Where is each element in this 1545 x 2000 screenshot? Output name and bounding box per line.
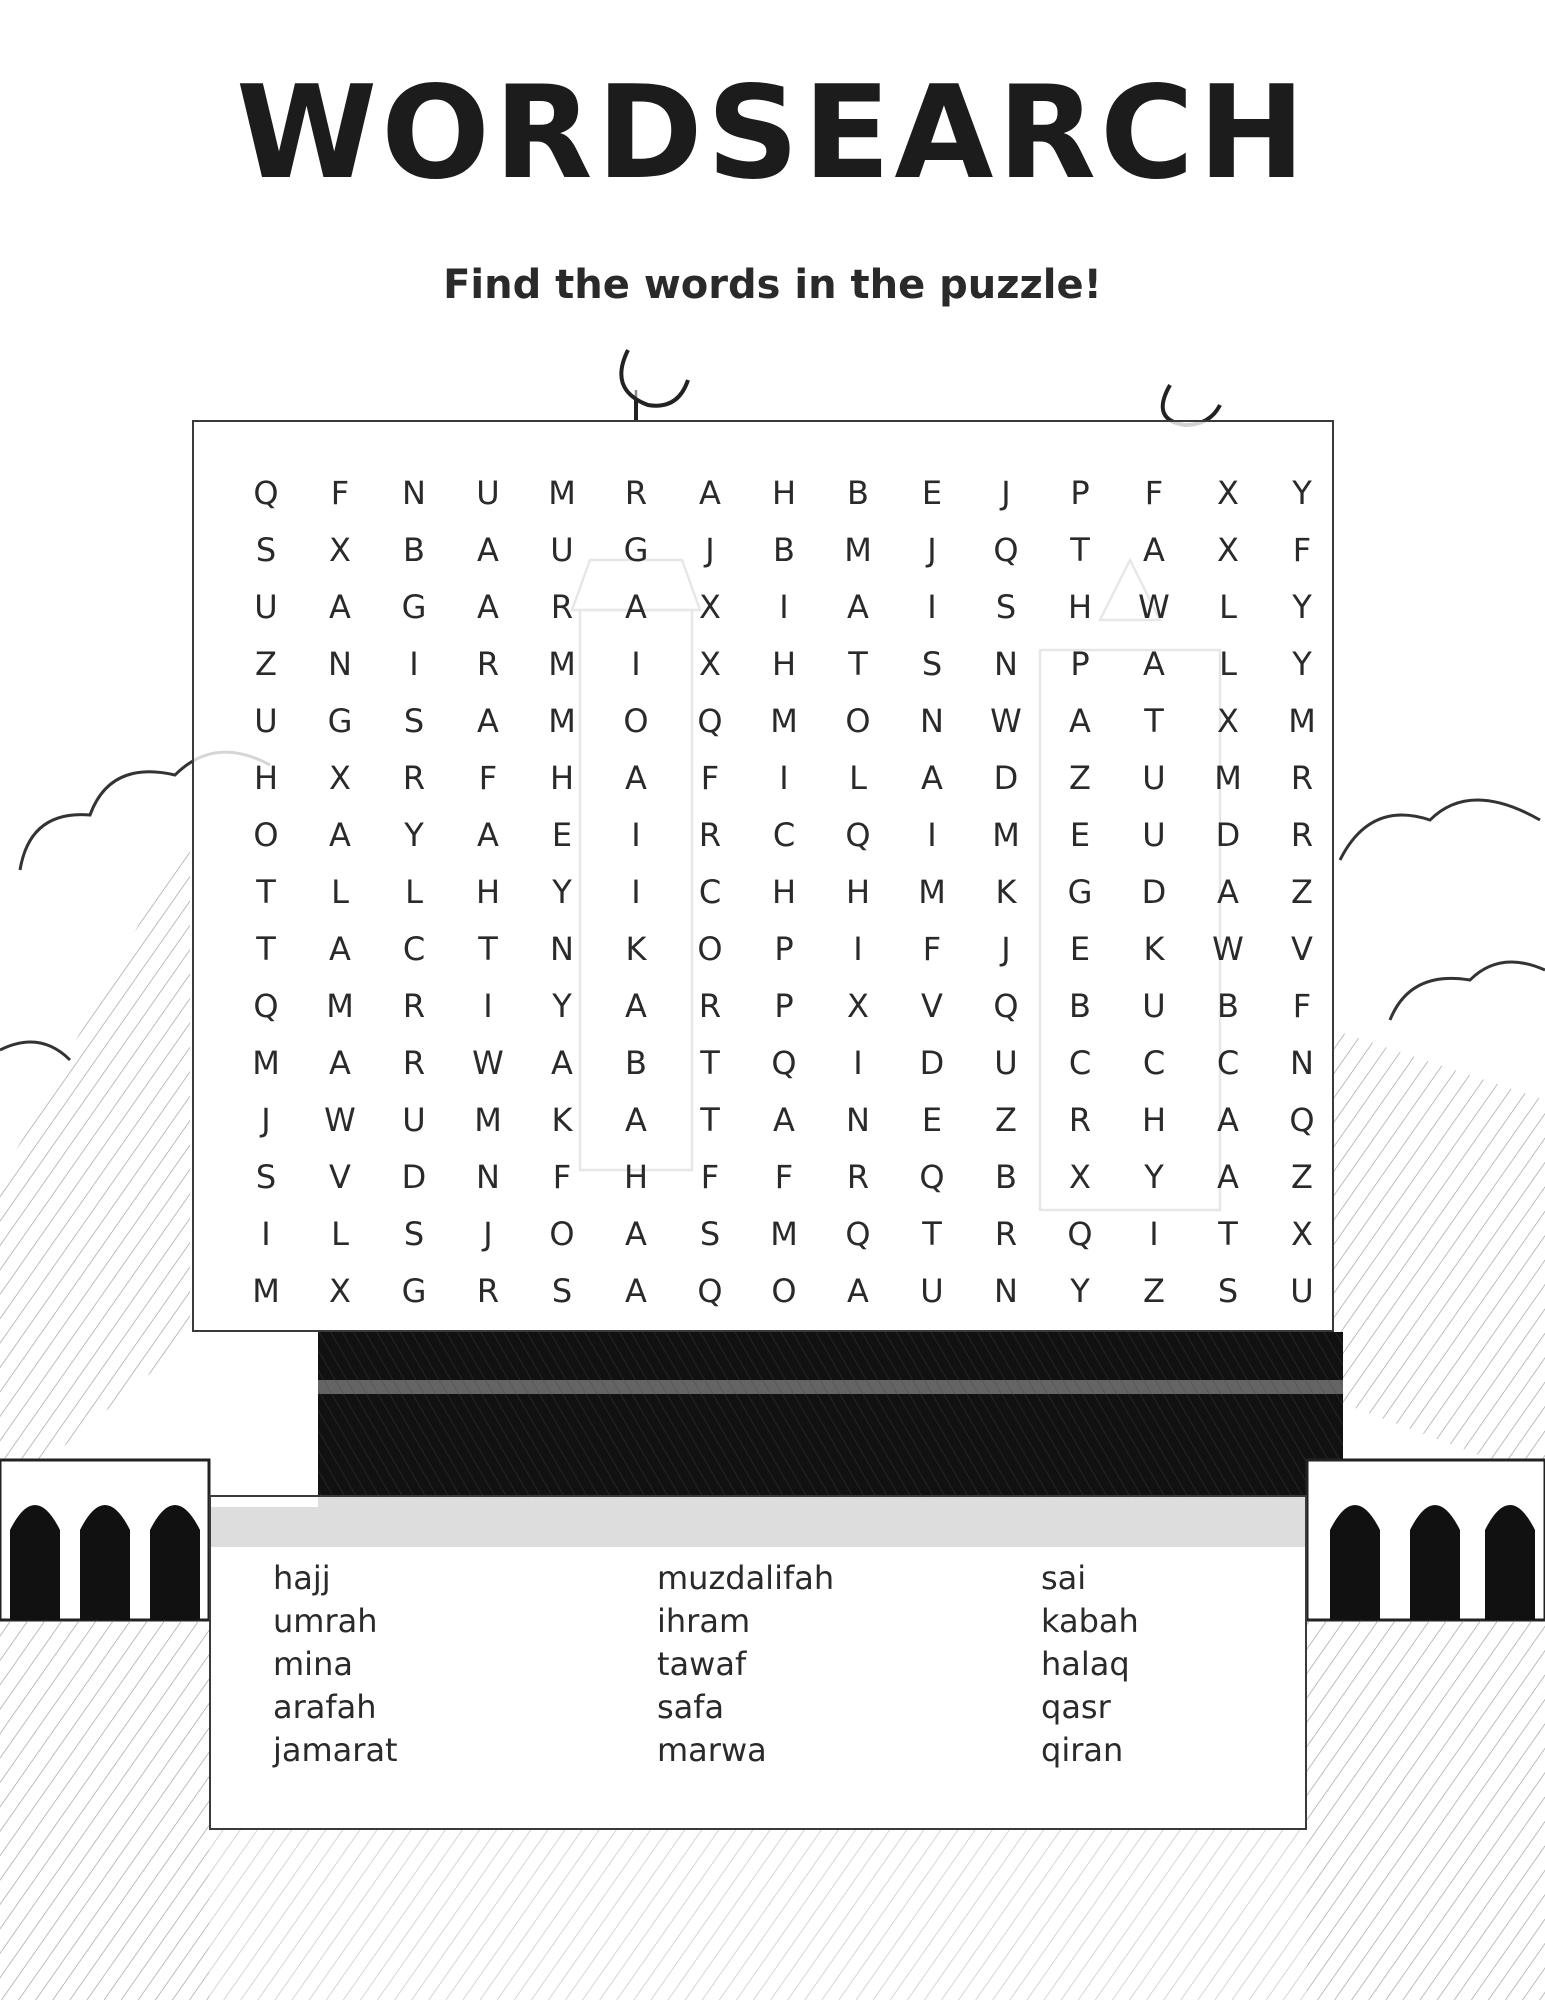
grid-letter[interactable]: S: [699, 1214, 721, 1253]
grid-letter[interactable]: A: [625, 1271, 647, 1310]
grid-letter[interactable]: K: [551, 1100, 573, 1139]
grid-letter[interactable]: O: [549, 1214, 575, 1253]
grid-letter[interactable]: S: [921, 644, 943, 683]
grid-letter[interactable]: B: [773, 530, 795, 569]
grid-letter[interactable]: J: [483, 1214, 493, 1253]
grid-letter[interactable]: C: [1068, 1043, 1092, 1082]
grid-letter[interactable]: X: [1217, 530, 1239, 569]
grid-letter[interactable]: I: [853, 1043, 863, 1082]
grid-letter[interactable]: Q: [845, 815, 871, 854]
grid-letter[interactable]: G: [623, 530, 649, 569]
grid-letter[interactable]: B: [403, 530, 425, 569]
grid-letter[interactable]: Q: [1289, 1100, 1315, 1139]
grid-letter[interactable]: Y: [1292, 644, 1312, 683]
grid-letter[interactable]: M: [548, 701, 576, 740]
grid-letter[interactable]: O: [845, 701, 871, 740]
grid-letter[interactable]: L: [405, 872, 423, 911]
moon-crescent-icon: [621, 350, 1220, 425]
grid-letter[interactable]: K: [625, 929, 647, 968]
grid-letter[interactable]: S: [403, 1214, 425, 1253]
grid-letter[interactable]: J: [927, 530, 937, 569]
grid-letter[interactable]: T: [700, 1043, 720, 1082]
grid-letter[interactable]: X: [1291, 1214, 1313, 1253]
grid-letter[interactable]: G: [1067, 872, 1093, 911]
grid-letter[interactable]: N: [402, 473, 426, 512]
grid-letter[interactable]: Y: [404, 815, 424, 854]
grid-letter[interactable]: X: [329, 530, 351, 569]
grid-letter[interactable]: O: [697, 929, 723, 968]
grid-letter[interactable]: T: [478, 929, 498, 968]
grid-letter[interactable]: A: [921, 758, 943, 797]
grid-letter[interactable]: E: [1069, 815, 1091, 854]
grid-letter[interactable]: C: [1216, 1043, 1240, 1082]
grid-letter[interactable]: I: [631, 872, 641, 911]
grid-letter[interactable]: Y: [1144, 1157, 1164, 1196]
grid-letter[interactable]: Y: [1292, 473, 1312, 512]
grid-letter[interactable]: I: [1149, 1214, 1159, 1253]
grid-letter[interactable]: I: [853, 929, 863, 968]
grid-letter[interactable]: I: [779, 758, 789, 797]
grid-letter[interactable]: Q: [697, 701, 723, 740]
grid-letter[interactable]: N: [994, 644, 1018, 683]
grid-letter[interactable]: S: [255, 1157, 277, 1196]
grid-letter[interactable]: Y: [1292, 587, 1312, 626]
grid-letter[interactable]: Q: [1067, 1214, 1093, 1253]
grid-letter[interactable]: Q: [253, 473, 279, 512]
grid-letter[interactable]: R: [1068, 1100, 1092, 1139]
grid-letter[interactable]: X: [1069, 1157, 1091, 1196]
grid-letter[interactable]: H: [771, 473, 797, 512]
grid-letter[interactable]: N: [328, 644, 352, 683]
grid-letter[interactable]: R: [402, 986, 426, 1025]
grid-letter[interactable]: A: [329, 929, 351, 968]
grid-letter[interactable]: M: [770, 1214, 798, 1253]
grid-letter[interactable]: E: [921, 473, 943, 512]
grid-letter[interactable]: I: [631, 815, 641, 854]
grid-letter[interactable]: Q: [771, 1043, 797, 1082]
grid-letter[interactable]: T: [1070, 530, 1090, 569]
grid-letter[interactable]: A: [847, 1271, 869, 1310]
grid-letter[interactable]: A: [329, 1043, 351, 1082]
grid-letter[interactable]: C: [772, 815, 796, 854]
grid-letter[interactable]: B: [1217, 986, 1239, 1025]
grid-letter[interactable]: M: [252, 1271, 280, 1310]
grid-letter[interactable]: P: [1070, 473, 1090, 512]
grid-letter[interactable]: I: [409, 644, 419, 683]
grid-letter[interactable]: P: [774, 929, 794, 968]
grid-letter[interactable]: X: [329, 758, 351, 797]
grid-letter[interactable]: M: [548, 473, 576, 512]
grid-letter[interactable]: N: [476, 1157, 500, 1196]
grid-letter[interactable]: W: [1212, 929, 1244, 968]
grid-letter[interactable]: I: [779, 587, 789, 626]
grid-letter[interactable]: A: [1143, 644, 1165, 683]
grid-letter[interactable]: L: [849, 758, 867, 797]
word-item: muzdalifah: [657, 1559, 835, 1597]
grid-letter[interactable]: F: [478, 758, 498, 797]
grid-letter[interactable]: U: [994, 1043, 1018, 1082]
grid-letter[interactable]: I: [261, 1214, 271, 1253]
grid-letter[interactable]: R: [402, 1043, 426, 1082]
letter-grid: [229, 464, 1339, 1319]
word-item: arafah: [273, 1688, 377, 1726]
grid-letter[interactable]: D: [993, 758, 1019, 797]
grid-letter[interactable]: T: [1144, 701, 1164, 740]
grid-letter[interactable]: A: [1069, 701, 1091, 740]
grid-letter[interactable]: D: [919, 1043, 945, 1082]
grid-letter[interactable]: M: [326, 986, 354, 1025]
grid-letter[interactable]: Z: [255, 644, 277, 683]
grid-letter[interactable]: M: [770, 701, 798, 740]
word-item: qiran: [1041, 1731, 1124, 1769]
grid-letter[interactable]: O: [623, 701, 649, 740]
grid-letter[interactable]: A: [699, 473, 721, 512]
grid-letter[interactable]: A: [1143, 530, 1165, 569]
grid-letter[interactable]: O: [253, 815, 279, 854]
grid-letter[interactable]: C: [698, 872, 722, 911]
grid-letter[interactable]: A: [477, 701, 499, 740]
grid-letter[interactable]: J: [1001, 929, 1011, 968]
grid-letter[interactable]: Y: [552, 872, 572, 911]
grid-letter[interactable]: F: [552, 1157, 572, 1196]
grid-letter[interactable]: R: [476, 1271, 500, 1310]
word-item: hajj: [273, 1559, 331, 1597]
grid-letter[interactable]: R: [402, 758, 426, 797]
grid-letter[interactable]: F: [1292, 530, 1312, 569]
grid-letter[interactable]: K: [995, 872, 1017, 911]
sky-hatching: [0, 830, 190, 1500]
ground-hatching-bottom: [209, 1830, 1307, 2000]
grid-letter[interactable]: L: [1219, 587, 1237, 626]
grid-letter[interactable]: H: [253, 758, 279, 797]
grid-letter[interactable]: A: [773, 1100, 795, 1139]
grid-letter[interactable]: Z: [1069, 758, 1091, 797]
letter-grid-panel: [192, 420, 1334, 1332]
grid-letter[interactable]: A: [329, 587, 351, 626]
grid-letter[interactable]: H: [1067, 587, 1093, 626]
grid-letter[interactable]: P: [1070, 644, 1090, 683]
word-item: tawaf: [657, 1645, 747, 1683]
grid-letter[interactable]: R: [1290, 815, 1314, 854]
word-item: safa: [657, 1688, 725, 1726]
grid-letter[interactable]: R: [550, 587, 574, 626]
grid-letter[interactable]: A: [477, 815, 499, 854]
grid-letter[interactable]: H: [475, 872, 501, 911]
grid-letter[interactable]: A: [625, 986, 647, 1025]
grid-letter[interactable]: F: [774, 1157, 794, 1196]
grid-letter[interactable]: N: [846, 1100, 870, 1139]
grid-letter[interactable]: U: [1142, 815, 1166, 854]
grid-letter[interactable]: X: [1217, 701, 1239, 740]
grid-letter[interactable]: B: [847, 473, 869, 512]
word-item: ihram: [657, 1602, 751, 1640]
word-item: umrah: [273, 1602, 378, 1640]
grid-letter[interactable]: N: [994, 1271, 1018, 1310]
grid-letter[interactable]: A: [1217, 872, 1239, 911]
grid-letter[interactable]: U: [1142, 758, 1166, 797]
grid-letter[interactable]: T: [922, 1214, 942, 1253]
grid-letter[interactable]: A: [477, 587, 499, 626]
grid-letter[interactable]: G: [401, 1271, 427, 1310]
grid-letter[interactable]: R: [476, 644, 500, 683]
grid-letter[interactable]: S: [255, 530, 277, 569]
grid-letter[interactable]: U: [920, 1271, 944, 1310]
grid-letter[interactable]: F: [700, 1157, 720, 1196]
grid-letter[interactable]: F: [1144, 473, 1164, 512]
grid-letter[interactable]: V: [1291, 929, 1313, 968]
grid-letter[interactable]: B: [1069, 986, 1091, 1025]
grid-letter[interactable]: Z: [1143, 1271, 1165, 1310]
word-item: mina: [273, 1645, 353, 1683]
grid-letter[interactable]: A: [625, 1214, 647, 1253]
grid-letter[interactable]: E: [921, 1100, 943, 1139]
grid-letter[interactable]: M: [992, 815, 1020, 854]
grid-letter[interactable]: K: [1143, 929, 1165, 968]
grid-letter[interactable]: R: [698, 815, 722, 854]
grid-letter[interactable]: R: [1290, 758, 1314, 797]
grid-letter[interactable]: Z: [1291, 872, 1313, 911]
grid-letter[interactable]: L: [331, 1214, 349, 1253]
word-item: jamarat: [273, 1731, 398, 1769]
ground-hatching-right: [1307, 1620, 1545, 2000]
grid-letter[interactable]: A: [847, 587, 869, 626]
grid-letter[interactable]: M: [252, 1043, 280, 1082]
grid-letter[interactable]: A: [551, 1043, 573, 1082]
grid-letter[interactable]: X: [699, 644, 721, 683]
grid-letter[interactable]: U: [402, 1100, 426, 1139]
grid-letter[interactable]: V: [329, 1157, 351, 1196]
grid-letter[interactable]: A: [329, 815, 351, 854]
grid-letter[interactable]: J: [705, 530, 715, 569]
grid-letter[interactable]: Y: [552, 986, 572, 1025]
grid-letter[interactable]: Q: [993, 986, 1019, 1025]
grid-letter[interactable]: J: [261, 1100, 271, 1139]
word-list-panel: [209, 1495, 1307, 1830]
page-subtitle: Find the words in the puzzle!: [443, 262, 1102, 308]
grid-letter[interactable]: U: [476, 473, 500, 512]
grid-letter[interactable]: R: [698, 986, 722, 1025]
word-list-column-1: [273, 1557, 398, 1772]
grid-letter[interactable]: A: [1217, 1100, 1239, 1139]
grid-letter[interactable]: S: [551, 1271, 573, 1310]
grid-letter[interactable]: Q: [993, 530, 1019, 569]
grid-letter[interactable]: C: [402, 929, 426, 968]
grid-letter[interactable]: S: [403, 701, 425, 740]
grid-letter[interactable]: I: [483, 986, 493, 1025]
word-item: kabah: [1041, 1602, 1139, 1640]
ground-hatching: [0, 1620, 209, 2000]
grid-letter[interactable]: O: [771, 1271, 797, 1310]
word-item: sai: [1041, 1559, 1087, 1597]
grid-letter[interactable]: A: [1217, 1157, 1239, 1196]
grid-letter[interactable]: Q: [845, 1214, 871, 1253]
grid-letter[interactable]: A: [625, 758, 647, 797]
grid-letter[interactable]: H: [1141, 1100, 1167, 1139]
grid-letter[interactable]: E: [551, 815, 573, 854]
grid-letter[interactable]: M: [1214, 758, 1242, 797]
grid-letter[interactable]: I: [927, 587, 937, 626]
word-item: marwa: [657, 1731, 767, 1769]
page-title: WORDSEARCH: [235, 59, 1310, 208]
grid-letter[interactable]: Z: [1291, 1157, 1313, 1196]
grid-letter[interactable]: R: [624, 473, 648, 512]
grid-letter[interactable]: X: [847, 986, 869, 1025]
word-item: qasr: [1041, 1688, 1111, 1726]
grid-letter[interactable]: S: [995, 587, 1017, 626]
grid-letter[interactable]: W: [1138, 587, 1170, 626]
grid-letter[interactable]: Y: [1070, 1271, 1090, 1310]
grid-letter[interactable]: A: [625, 1100, 647, 1139]
sky-hatching-right: [1334, 1030, 1545, 1480]
grid-letter[interactable]: N: [1290, 1043, 1314, 1082]
grid-letter[interactable]: N: [920, 701, 944, 740]
grid-letter[interactable]: M: [1288, 701, 1316, 740]
grid-letter[interactable]: L: [331, 872, 349, 911]
grid-letter[interactable]: H: [549, 758, 575, 797]
grid-letter[interactable]: T: [256, 872, 276, 911]
grid-letter[interactable]: F: [700, 758, 720, 797]
grid-letter[interactable]: P: [774, 986, 794, 1025]
grid-letter[interactable]: G: [401, 587, 427, 626]
grid-letter[interactable]: V: [921, 986, 943, 1025]
grid-letter[interactable]: B: [995, 1157, 1017, 1196]
grid-letter[interactable]: T: [700, 1100, 720, 1139]
grid-letter[interactable]: W: [324, 1100, 356, 1139]
grid-letter[interactable]: L: [1219, 644, 1237, 683]
grid-letter[interactable]: Q: [919, 1157, 945, 1196]
grid-letter[interactable]: D: [1215, 815, 1241, 854]
grid-letter[interactable]: M: [548, 644, 576, 683]
grid-letter[interactable]: N: [550, 929, 574, 968]
grid-letter[interactable]: U: [550, 530, 574, 569]
grid-letter[interactable]: Z: [995, 1100, 1017, 1139]
grid-letter[interactable]: U: [254, 701, 278, 740]
grid-letter[interactable]: A: [625, 587, 647, 626]
grid-letter[interactable]: F: [330, 473, 350, 512]
word-list-column-3: [1041, 1557, 1139, 1772]
grid-letter[interactable]: G: [327, 701, 353, 740]
grid-letter[interactable]: X: [329, 1271, 351, 1310]
grid-letter[interactable]: Q: [253, 986, 279, 1025]
grid-letter[interactable]: X: [699, 587, 721, 626]
grid-letter[interactable]: I: [631, 644, 641, 683]
grid-letter[interactable]: Q: [697, 1271, 723, 1310]
word-list-column-2: [657, 1557, 834, 1772]
grid-letter[interactable]: T: [1218, 1214, 1238, 1253]
grid-letter[interactable]: U: [1142, 986, 1166, 1025]
grid-letter[interactable]: F: [1292, 986, 1312, 1025]
grid-letter[interactable]: U: [1290, 1271, 1314, 1310]
grid-letter[interactable]: E: [1069, 929, 1091, 968]
grid-letter[interactable]: J: [1001, 473, 1011, 512]
grid-letter[interactable]: S: [1217, 1271, 1239, 1310]
grid-letter[interactable]: H: [771, 644, 797, 683]
grid-letter[interactable]: H: [623, 1157, 649, 1196]
grid-letter[interactable]: D: [401, 1157, 427, 1196]
grid-letter[interactable]: M: [918, 872, 946, 911]
grid-letter[interactable]: T: [256, 929, 276, 968]
grid-letter[interactable]: X: [1217, 473, 1239, 512]
grid-letter[interactable]: T: [848, 644, 868, 683]
grid-letter[interactable]: M: [844, 530, 872, 569]
grid-letter[interactable]: F: [922, 929, 942, 968]
grid-letter[interactable]: W: [472, 1043, 504, 1082]
grid-letter[interactable]: U: [254, 587, 278, 626]
grid-letter[interactable]: C: [1142, 1043, 1166, 1082]
grid-letter[interactable]: H: [845, 872, 871, 911]
grid-letter[interactable]: R: [994, 1214, 1018, 1253]
grid-letter[interactable]: R: [846, 1157, 870, 1196]
grid-letter[interactable]: A: [477, 530, 499, 569]
grid-letter[interactable]: B: [625, 1043, 647, 1082]
grid-letter[interactable]: H: [771, 872, 797, 911]
grid-letter[interactable]: D: [1141, 872, 1167, 911]
grid-letter[interactable]: M: [474, 1100, 502, 1139]
word-item: halaq: [1041, 1645, 1130, 1683]
grid-letter[interactable]: W: [990, 701, 1022, 740]
grid-letter[interactable]: I: [927, 815, 937, 854]
